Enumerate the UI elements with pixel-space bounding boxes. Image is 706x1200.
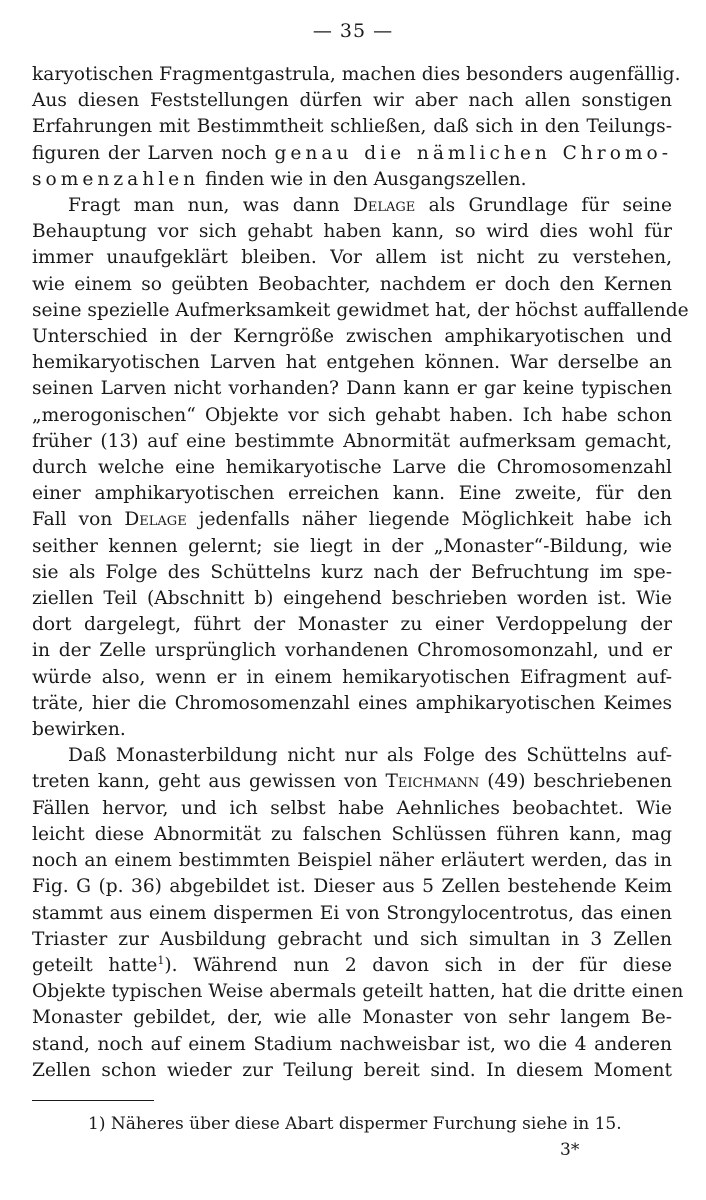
text-line: Zellen schon wieder zur Teilung bereit sind. In diesem Moment	[32, 1059, 672, 1081]
text-line: würde also, wenn er in einem hemikaryotischen Eifragment auf-	[32, 666, 672, 688]
footnote-ref: 1	[157, 953, 165, 967]
text-line: träte, hier die Chromosomenzahl eines amphikaryotischen Keimes	[32, 692, 672, 714]
text-line	[32, 953, 672, 979]
text-line: Behauptung vor sich gehabt haben kann, so wird dies wohl für	[32, 221, 672, 243]
text-line: bewirken.	[32, 719, 126, 741]
text-fragment: Fall von	[32, 509, 113, 531]
text-line: immer unaufgeklärt bleiben. Vor allem ist nicht zu verstehen,	[32, 247, 672, 269]
text-line: hemikaryotischen Larven hat entgehen können. War derselbe an	[32, 352, 672, 374]
text-fragment: treten kann, geht aus gewissen von	[32, 771, 378, 793]
text-line: Objekte typischen Weise abermals geteilt hatten, hat die dritte einen	[32, 981, 684, 1003]
emphasized-text: genau die nämlichen Chromo-	[274, 142, 672, 164]
text-line	[32, 141, 672, 167]
emphasized-text: somenzahlen	[32, 168, 200, 190]
text-line: Monaster gebildet, der, wie alle Monaster von sehr langem Be-	[32, 1007, 672, 1029]
text-line: stammt aus einem dispermen Ei von Strongylocentrotus, das einen	[32, 902, 672, 924]
text-fragment: Fragt man nun, was dann	[68, 195, 340, 217]
footnote-divider	[32, 1100, 154, 1101]
text-fragment: ). Während nun 2 davon sich in der für diese	[164, 954, 672, 976]
text-line: stand, noch auf einem Stadium nachweisbar ist, wo die 4 anderen	[32, 1033, 672, 1055]
text-fragment: als Grundlage für seine	[428, 195, 672, 217]
text-line: Aus diesen Feststellungen dürfen wir aber nach allen sonstigen	[32, 90, 672, 112]
text-fragment: geteilt hatte	[32, 954, 158, 976]
footnote: 1) Näheres über diese Abart dispermer Furchung siehe in 15.	[88, 1114, 622, 1134]
text-line	[32, 193, 672, 219]
text-line: wie einem so geübten Beobachter, nachdem er doch den Kernen	[32, 273, 672, 295]
text-line: seinen Larven nicht vorhanden? Dann kann er gar keine typischen	[32, 378, 672, 400]
signature-mark: 3*	[560, 1140, 580, 1160]
text-line: seine spezielle Aufmerksamkeit gewidmet hat, der höchst auffallende	[32, 299, 689, 321]
text-line: früher (13) auf eine bestimmte Abnormität aufmerksam gemacht,	[32, 430, 672, 452]
text-line: in der Zelle ursprünglich vorhandenen Chromosomonzahl, und er	[32, 640, 672, 662]
author-name: Teichmann	[385, 771, 480, 793]
text-line: Triaster zur Ausbildung gebracht und sich simultan in 3 Zellen	[32, 928, 672, 950]
author-name: Delage	[124, 509, 187, 531]
text-line: seither kennen gelernt; sie liegt in der „Monaster“-Bildung, wie	[32, 535, 672, 557]
paragraph-3	[32, 743, 684, 1084]
text-line: sie als Folge des Schüttelns kurz nach der Befruchtung im spe-	[32, 561, 672, 583]
text-line: Erfahrungen mit Bestimmtheit schließen, daß sich in den Teilungs-	[32, 116, 672, 138]
page-number: — 35 —	[312, 20, 394, 42]
text-fragment: jedenfalls näher liegende Möglichkeit habe ich	[198, 509, 672, 531]
text-line: leicht diese Abnormität zu falschen Schlüssen führen kann, mag	[32, 823, 672, 845]
text-line: Daß Monasterbildung nicht nur als Folge des Schüttelns auf-	[68, 745, 672, 767]
text-fragment: (49) beschriebenen	[487, 771, 673, 793]
text-line: dort dargelegt, führt der Monaster zu einer Verdoppelung der	[32, 614, 672, 636]
text-line: karyotischen Fragmentgastrula, machen dies besonders augenfällig.	[32, 64, 681, 85]
author-name: Delage	[352, 195, 416, 217]
text-line: Fällen hervor, und ich selbst habe Aehnliches beobachtet. Wie	[32, 797, 672, 819]
text-line: ziellen Teil (Abschnitt b) eingehend beschrieben worden ist. Wie	[32, 588, 672, 610]
text-line	[32, 507, 672, 533]
text-line	[32, 769, 672, 795]
text-fragment: finden wie in den Ausgangszellen.	[205, 168, 527, 190]
text-line: Unterschied in der Kerngröße zwischen amphikaryotischen und	[32, 326, 672, 348]
text-line: noch an einem bestimmten Beispiel näher erläutert werden, das in	[32, 850, 672, 872]
text-line: durch welche eine hemikaryotische Larve die Chromosomenzahl	[32, 457, 672, 479]
text-fragment: figuren der Larven noch	[32, 142, 267, 164]
body-text	[32, 62, 689, 1084]
text-line: „merogonischen“ Objekte vor sich gehabt haben. Ich habe schon	[32, 404, 672, 426]
text-line: Fig. G (p. 36) abgebildet ist. Dieser aus 5 Zellen bestehende Keim	[32, 876, 672, 898]
text-line	[32, 167, 672, 193]
paragraph-1	[32, 62, 681, 193]
paragraph-2	[32, 193, 689, 743]
text-line: einer amphikaryotischen erreichen kann. Eine zweite, für den	[32, 483, 672, 505]
